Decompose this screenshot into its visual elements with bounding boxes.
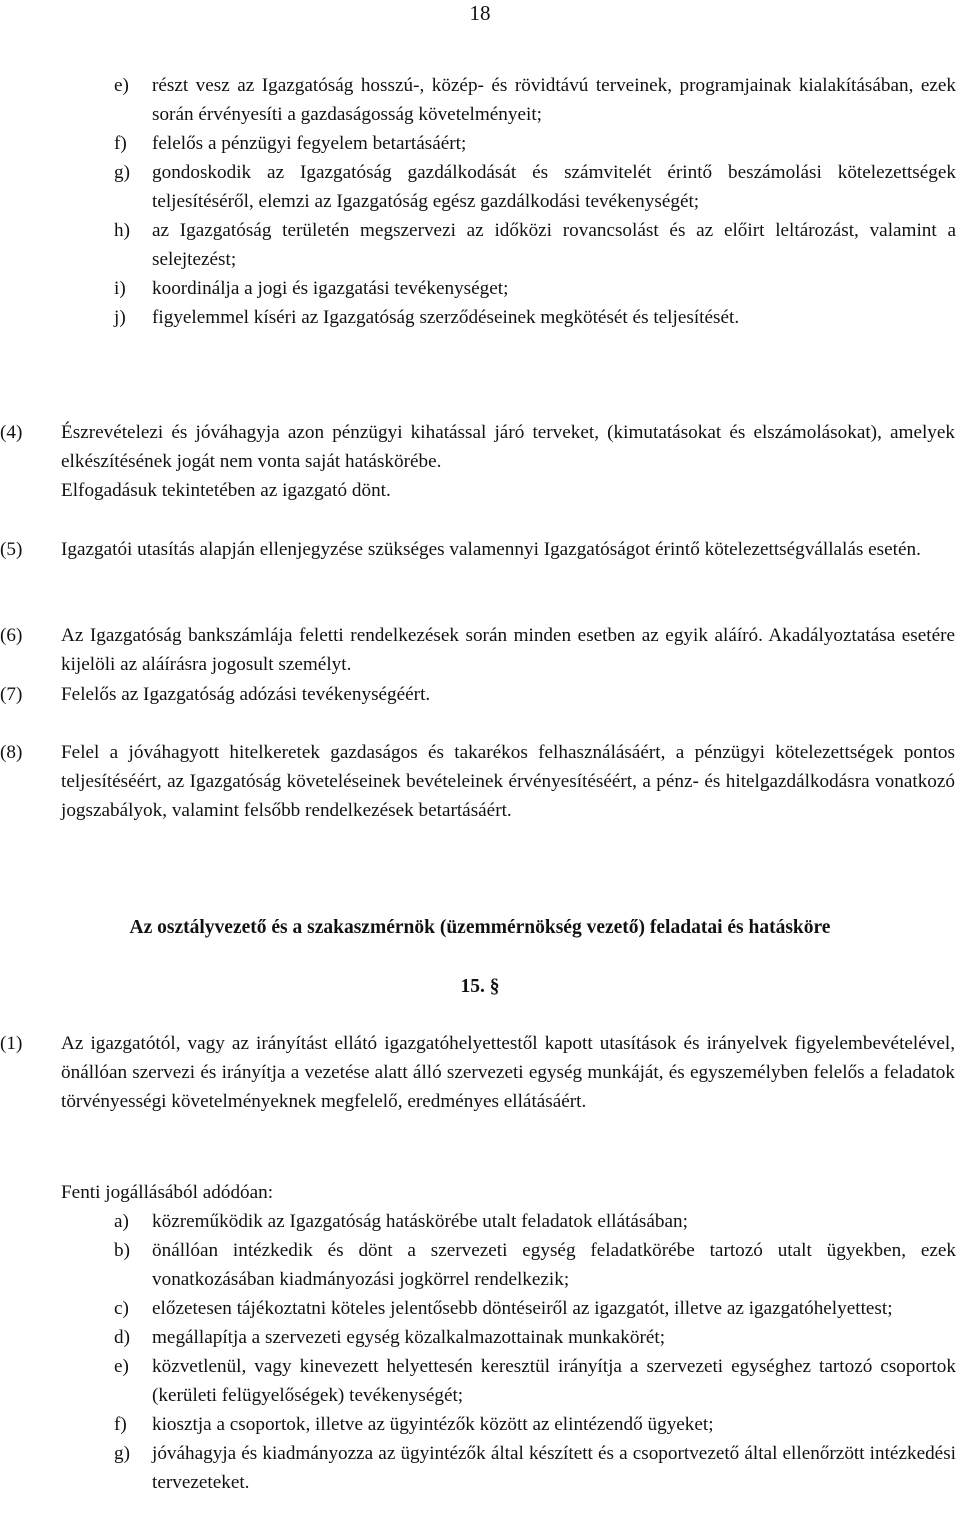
list-item bbox=[0, 1410, 960, 1439]
list-item-text: jóváhagyja és kiadmányozza az ügyintézők által készített és a csoportvezető által ellenőrzött intézkedési tervezeteket. bbox=[152, 1443, 956, 1493]
numbered-paragraph bbox=[0, 535, 960, 564]
list-item bbox=[0, 1236, 960, 1294]
list-item-label: g) bbox=[114, 162, 130, 183]
list-item-label: h) bbox=[114, 220, 130, 241]
paragraph-text bbox=[61, 418, 955, 505]
list-item bbox=[0, 129, 960, 158]
list-item-label: c) bbox=[114, 1298, 129, 1319]
list-item bbox=[0, 274, 960, 303]
list-item-text: előzetesen tájékoztatni köteles jelentősebb döntéseiről az igazgatót, illetve az igazgatóhelyettest; bbox=[152, 1298, 893, 1319]
list-item-text: gondoskodik az Igazgatóság gazdálkodását és számvitelét érintő beszámolási kötelezettségek teljesítéséről, elemzi az Igazgatóság egész gazdálkodási tevékenységét; bbox=[152, 162, 956, 212]
paragraph-text: Az Igazgatóság bankszámlája feletti rendelkezések során minden esetben az egyik aláíró. Akadályoztatása esetére kijelöli az aláírásra jogosult személyt. bbox=[61, 625, 955, 675]
list-item bbox=[0, 1439, 960, 1497]
paragraph-4 bbox=[0, 418, 960, 505]
list-item bbox=[0, 1294, 960, 1323]
list-item-label: e) bbox=[114, 75, 129, 96]
list-item bbox=[0, 158, 960, 216]
list-item bbox=[0, 303, 960, 332]
numbered-paragraph bbox=[0, 738, 960, 825]
list-item-label: f) bbox=[114, 1414, 127, 1435]
list-item bbox=[0, 216, 960, 274]
list-item bbox=[0, 1352, 960, 1410]
paragraph-7 bbox=[0, 680, 960, 709]
numbered-paragraph bbox=[0, 680, 960, 709]
list-item-label: i) bbox=[114, 278, 126, 299]
list-item-text: közreműködik az Igazgatóság hatáskörébe utalt feladatok ellátásában; bbox=[152, 1211, 688, 1232]
list-item-text: kiosztja a csoportok, illetve az ügyintézők között az elintézendő ügyeket; bbox=[152, 1414, 714, 1435]
paragraph-8 bbox=[0, 738, 960, 825]
list-item-text: figyelemmel kíséri az Igazgatóság szerződéseinek megkötését és teljesítését. bbox=[152, 307, 740, 328]
paragraph-label: (4) bbox=[0, 422, 23, 443]
paragraph-label: (6) bbox=[0, 625, 23, 646]
paragraph-text: Igazgatói utasítás alapján ellenjegyzése szükséges valamennyi Igazgatóságot érintő kötelezettségvállalás esetén. bbox=[61, 539, 921, 560]
section-number: 15. § bbox=[460, 976, 500, 997]
paragraph-label: (7) bbox=[0, 684, 23, 705]
list-item bbox=[0, 1207, 960, 1236]
list-item-text: részt vesz az Igazgatóság hosszú-, közép- és rövidtávú terveinek, programjainak kialakításában, ezek során érvényesíti a gazdaságosság követelményeit; bbox=[152, 75, 956, 125]
numbered-paragraph bbox=[0, 418, 960, 505]
list-item-text: megállapítja a szervezeti egység közalkalmazottainak munkakörét; bbox=[152, 1327, 666, 1348]
list-item-text: koordinálja a jogi és igazgatási tevékenységet; bbox=[152, 278, 509, 299]
paragraph-text-main: Észrevételezi és jóváhagyja azon pénzügyi kihatással járó terveket, (kimutatásokat és elszámolásokat), amelyek elkészítésének jogát nem vonta saját hatáskörébe. bbox=[61, 422, 955, 472]
list-item-label: j) bbox=[114, 307, 126, 328]
paragraph-1 bbox=[0, 1029, 960, 1116]
paragraph-5 bbox=[0, 535, 960, 564]
paragraph-text-second: Elfogadásuk tekintetében az igazgató dönt. bbox=[61, 480, 391, 501]
list-item-text: az Igazgatóság területén megszervezi az időközi rovancsolást és az előirt leltározást, valamint a selejtezést; bbox=[152, 220, 956, 270]
paragraph-label: (1) bbox=[0, 1033, 23, 1054]
paragraph-text: Az igazgatótól, vagy az irányítást ellátó igazgatóhelyettestől kapott utasítások és irányelvek figyelembevételével, önállóan szervezi és irányítja a vezetése alatt álló szervezeti egység munkáját, és egyszemélyben felelős a feladatok törvényességi követelményeknek megfelelő, eredményes ellátásáért. bbox=[61, 1033, 955, 1112]
list-item-label: e) bbox=[114, 1356, 129, 1377]
list-item-label: a) bbox=[114, 1211, 129, 1232]
numbered-paragraph bbox=[0, 621, 960, 679]
list-item-text: közvetlenül, vagy kinevezett helyettesén keresztül irányítja a szervezeti egységhez tartozó csoportok (kerületi felügyelőségek) tevékenységét; bbox=[152, 1356, 956, 1406]
list-intro: Fenti jogállásából adódóan: bbox=[61, 1182, 274, 1203]
list-item-label: f) bbox=[114, 133, 127, 154]
list-item-label: d) bbox=[114, 1327, 130, 1348]
paragraph-6 bbox=[0, 621, 960, 679]
bottom-list bbox=[0, 1207, 960, 1497]
page-number: 18 bbox=[469, 1, 491, 25]
list-item bbox=[0, 71, 960, 129]
paragraph-label: (5) bbox=[0, 539, 23, 560]
list-item-label: g) bbox=[114, 1443, 130, 1464]
list-item-text: felelős a pénzügyi fegyelem betartásáért; bbox=[152, 133, 467, 154]
list-item-label: b) bbox=[114, 1240, 130, 1261]
list-item-text: önállóan intézkedik és dönt a szervezeti egység feladatkörébe tartozó utalt ügyekben, ezek vonatkozásában kiadmányozási jogkörrel rendelkezik; bbox=[152, 1240, 956, 1290]
paragraph-label: (8) bbox=[0, 742, 23, 763]
paragraph-text: Felelős az Igazgatóság adózási tevékenységéért. bbox=[61, 684, 431, 705]
list-item bbox=[0, 1323, 960, 1352]
paragraph-text: Felel a jóváhagyott hitelkeretek gazdaságos és takarékos felhasználásáért, a pénzügyi kötelezettségek pontos teljesítéséért, az Igazgatóság követeléseinek bevételeinek érvényesítéséért, a pénz- és hitelgazdálkodásra vonatkozó jogszabályok, valamint felsőbb rendelkezések betartásáért. bbox=[61, 742, 955, 821]
numbered-paragraph bbox=[0, 1029, 960, 1116]
top-list bbox=[0, 71, 960, 332]
section-heading: Az osztályvezető és a szakaszmérnök (üzemmérnökség vezető) feladatai és hatásköre bbox=[129, 917, 831, 938]
